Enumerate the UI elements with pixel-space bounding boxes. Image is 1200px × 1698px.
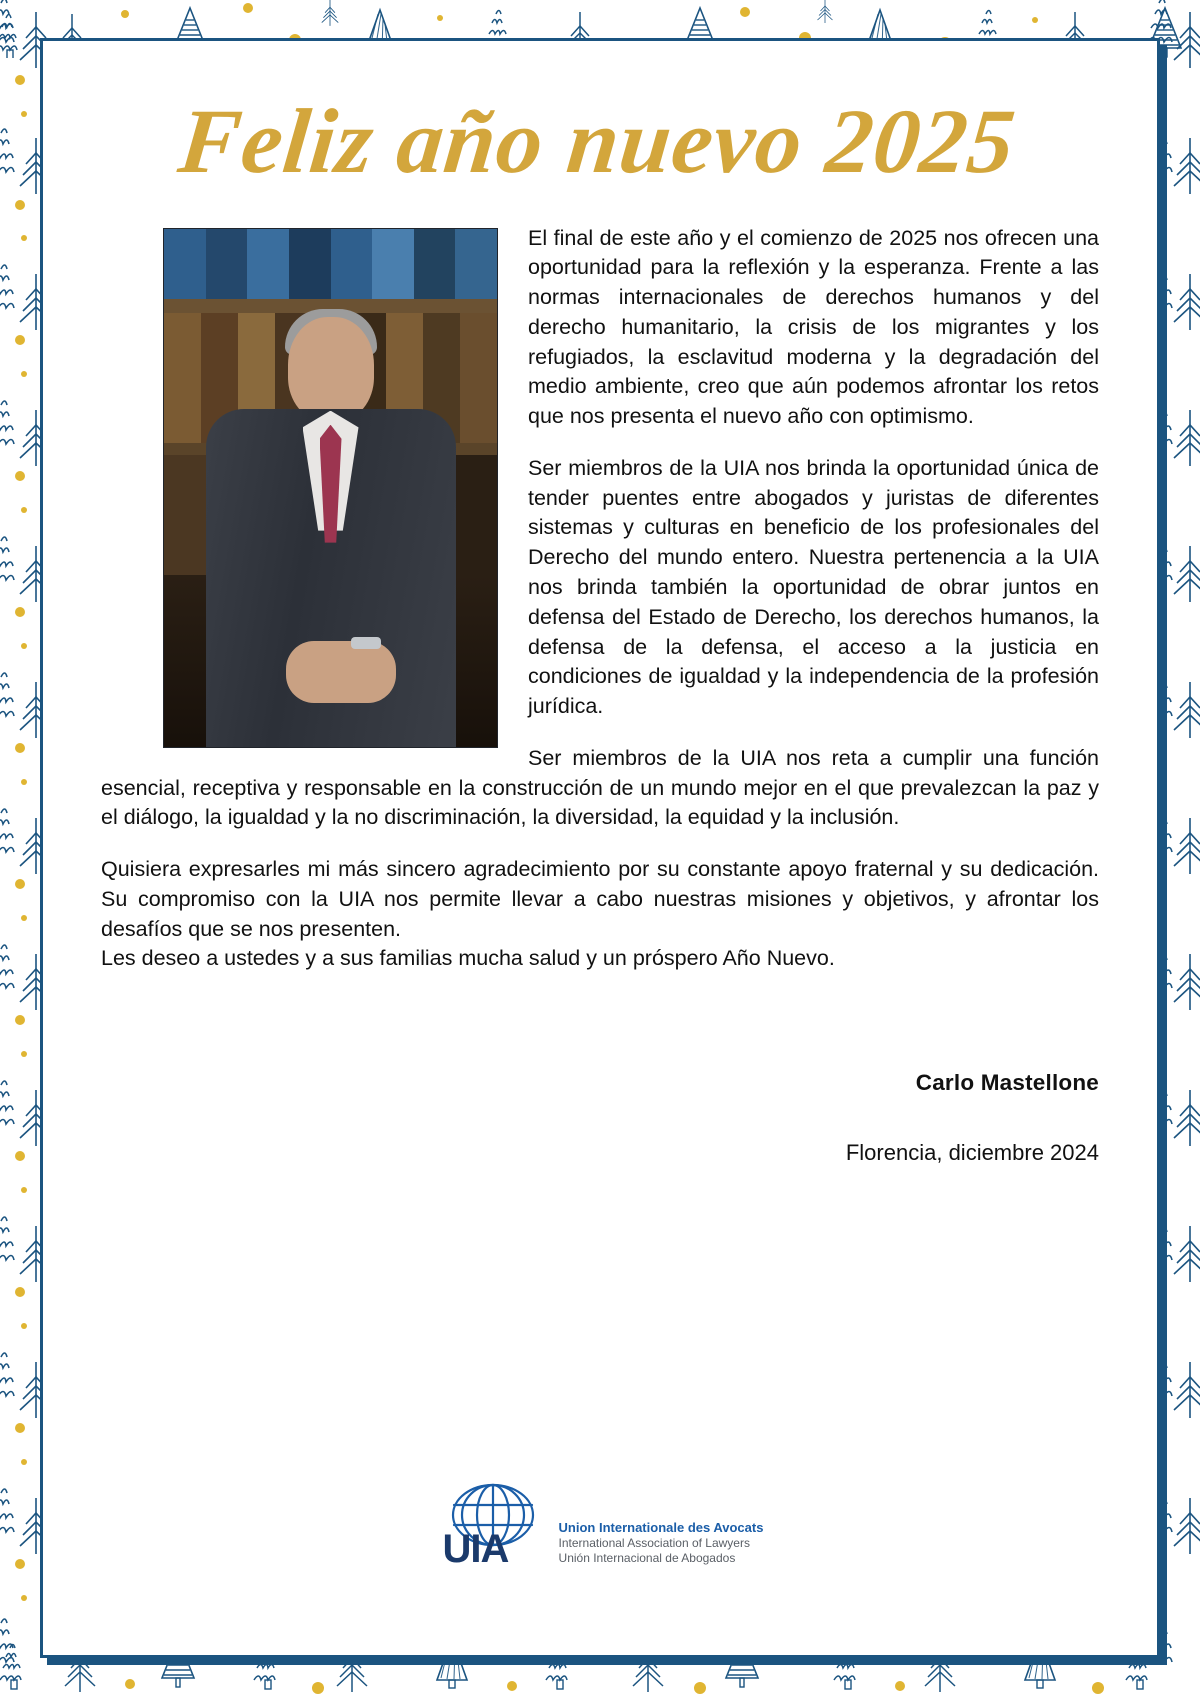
signature-place-date: Florencia, diciembre 2024 [845,1140,1099,1166]
logo-acronym: UIA [442,1527,509,1571]
letter-paragraph: Quisiera expresarles mi más sincero agradecimiento por su constante apoyo fraternal y su dedicación. Su compromiso con la UIA nos permite llevar a cabo nuestras misiones y objetivos, y afrontar los desafíos que se nos presenten. [101,857,1099,941]
globe-icon [437,1481,549,1569]
page-title: Feliz año nuevo 2025 [174,90,1021,192]
letter-paragraph: El final de este año y el comienzo de 2025 nos ofrecen una oportunidad para la reflexión y la esperanza. Frente a las normas internacionales de derechos humanos y del derecho humanitario, la crisis de los migrantes y los refugiados, la esclavitud moderna y la degradación del medio ambiente, creo que aún podemos afrontar los retos que nos presenta el nuevo año con optimismo. [528,225,1099,429]
portrait-photo [163,228,498,748]
letter-paragraph: Ser miembros de la UIA nos brinda la oportunidad única de tender puentes entre abogados y juristas de diferentes sistemas y culturas en beneficio de los profesionales del Derecho del mundo entero. Nuestra pertenencia a la UIA nos brinda también la oportunidad de obrar juntos en defensa del Estado de Derecho, los derechos humanos, la defensa de la defensa, el acceso a la justicia en condiciones de igualdad y la independencia de la profesión jurídica. [528,455,1099,719]
logo-line-en: International Association of Lawyers [558,1536,750,1550]
letter-body [101,224,1099,975]
signature-block [101,1070,1099,1166]
logo-line-fr: Union Internationale des Avocats [558,1519,764,1535]
letter-paragraph: Ser miembros de la UIA nos reta a cumplir una función esencial, receptiva y responsable en la construcción de un mundo mejor en el que prevalezcan la paz y el diálogo, la igualdad y la no discriminación, la diversidad, la equidad y la inclusión. [101,745,1099,830]
letter-card [40,38,1160,1658]
logo-line-es: Unión Internacional de Abogados [558,1551,736,1565]
letter-paragraph: Les deseo a ustedes y a sus familias mucha salud y un próspero Año Nuevo. [101,946,835,971]
signature-name: Carlo Mastellone [915,1070,1099,1096]
uia-logo [43,1481,1157,1569]
